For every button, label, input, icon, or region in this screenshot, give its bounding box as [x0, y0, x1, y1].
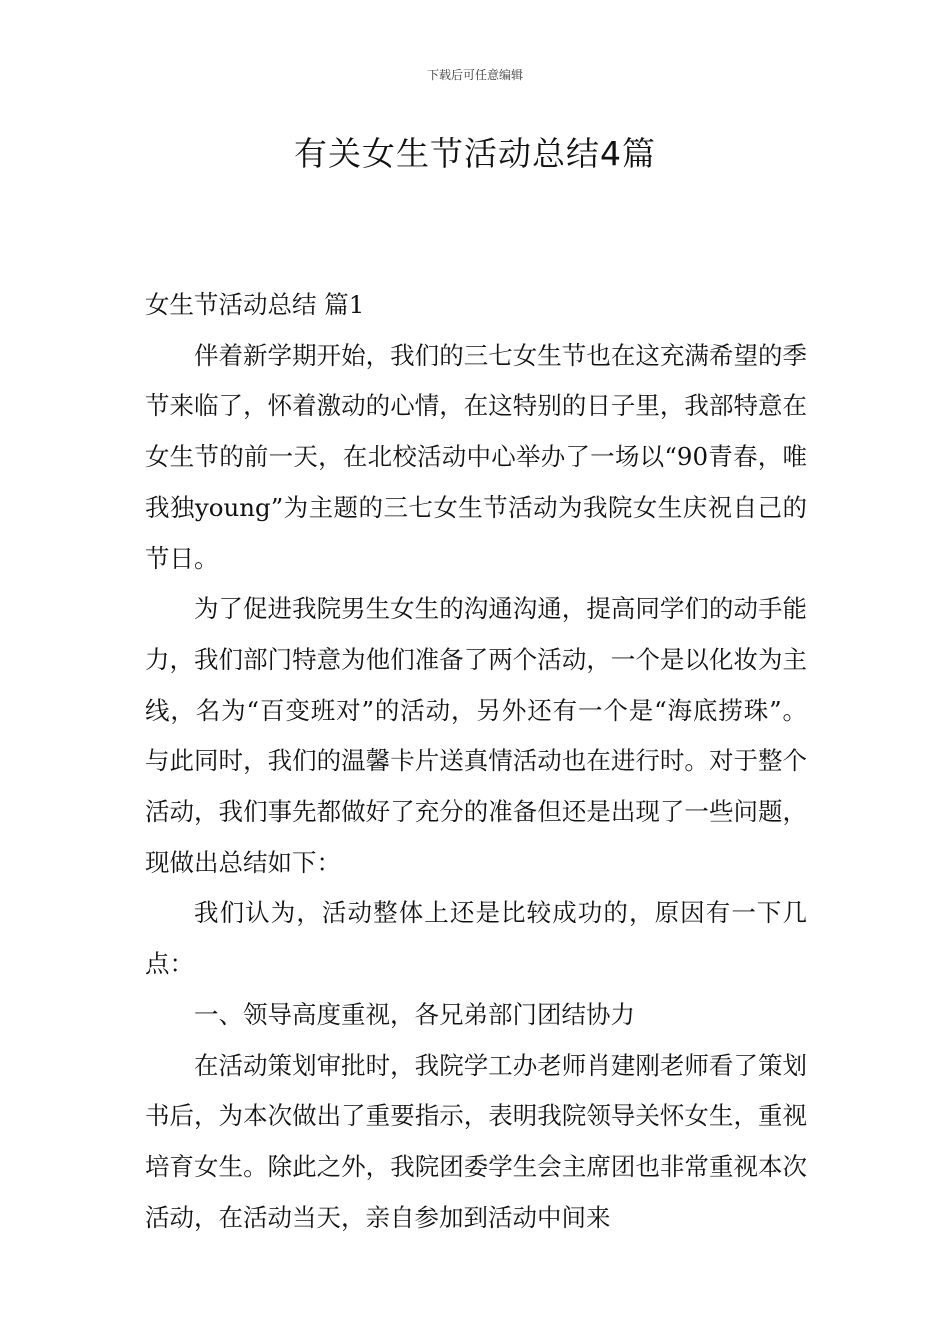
section-heading: 女生节活动总结 篇1: [145, 290, 365, 319]
paragraph: 在活动策划审批时，我院学工办老师肖建刚老师看了策划书后，为本次做出了重要指示，表明我院领导关怀女生，重视培育女生。除此之外，我院团委学生会主席团也非常重视本次活动，在活动当天，亲自参加到活动中间来: [145, 1050, 807, 1232]
header-note: 下载后可任意编辑: [426, 68, 523, 82]
paragraph-subheading: 一、领导高度重视，各兄弟部门团结协力: [194, 999, 635, 1029]
paragraph: 我们认为，活动整体上还是比较成功的，原因有一下几点：: [145, 898, 807, 979]
paragraph: 为了促进我院男生女生的沟通沟通，提高同学们的动手能力，我们部门特意为他们准备了两个活动，一个是以化妆为主线，名为“百变班对”的活动，另外还有一个是“海底捞珠”。与此同时，我们的温馨卡片送真情活动也在进行时。对于整个活动，我们事先都做好了充分的准备但还是出现了一些问题，现做出总结如下：: [145, 594, 807, 877]
document-body: [145, 280, 807, 1243]
document-title: 有关女生节活动总结4篇: [294, 134, 656, 173]
paragraph: 伴着新学期开始，我们的三七女生节也在这充满希望的季节来临了，怀着激动的心情，在这特别的日子里，我部特意在女生节的前一天，在北校活动中心举办了一场以“90青春，唯我独young”为主题的三七女生节活动为我院女生庆祝自己的节日。: [145, 340, 807, 573]
